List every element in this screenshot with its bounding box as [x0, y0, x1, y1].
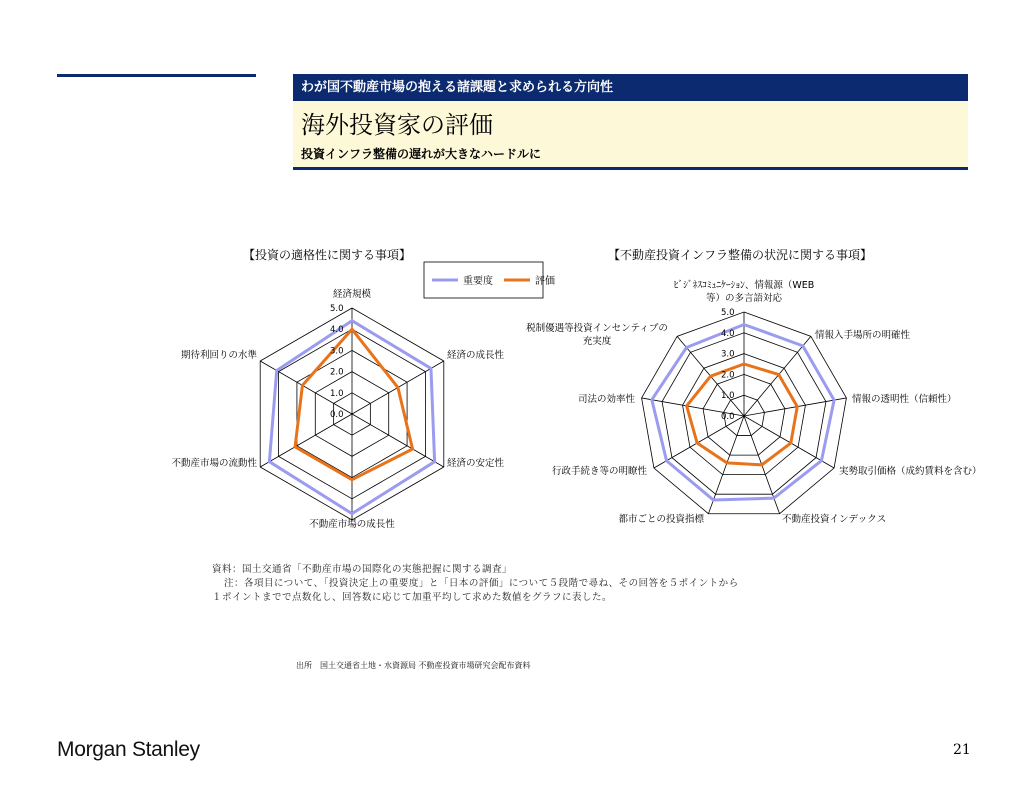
source-citation: 出所 国土交通省土地・水資源局 不動産投資市場研究会配布資料 — [296, 661, 531, 670]
radar-axis-label: 等）の多言語対応 — [705, 293, 783, 304]
radar-axis-label: 都市ごとの投資指標 — [618, 514, 704, 525]
radar-axis-label: 経済の安定性 — [447, 458, 505, 469]
radar-tick-label: 4.0 — [330, 325, 344, 336]
radar-tick-label: 5.0 — [330, 304, 344, 314]
legend-evaluation-label: 評価 — [535, 276, 555, 287]
radar-tick-label: 3.0 — [330, 346, 344, 357]
radar-axis-label: 経済規模 — [332, 289, 372, 300]
page-title: 海外投資家の評価 — [301, 111, 493, 139]
page-subtitle: 投資インフラ整備の遅れが大きなハードルに — [301, 147, 542, 161]
radar-axis-label: 期待利回りの水準 — [180, 350, 257, 361]
radar-axis-label: 不動産市場の成長性 — [309, 519, 395, 530]
chart-notes — [212, 563, 739, 605]
radar-tick-label: 3.0 — [721, 349, 735, 360]
radar-axis-label: 不動産投資インデックス — [782, 514, 887, 525]
radar-spoke — [352, 414, 444, 467]
morgan-stanley-logo: Morgan Stanley — [57, 738, 200, 761]
radar-tick-label: 0.0 — [721, 412, 735, 422]
note-source: 資料：国土交通省「不動産市場の国際化の実態把握に関する調査」 — [212, 564, 513, 575]
radar-tick-label: 2.0 — [721, 370, 735, 381]
series-importance-line — [652, 324, 834, 500]
radar-axis-label: 情報の透明性（信頼性） — [852, 394, 957, 405]
radar-tick-label: 0.0 — [330, 410, 344, 420]
radar-axis-label: 経済の成長性 — [447, 350, 505, 361]
radar-axis-label: 充実度 — [582, 336, 612, 347]
radar-tick-label: 1.0 — [721, 391, 735, 402]
series-evaluation-line — [687, 364, 798, 465]
note-line: １ポイントまでで点数化し、回答数に応じて加重平均して求めた数値をグラフに表した。 — [212, 592, 613, 603]
legend-importance-label: 重要度 — [463, 276, 493, 287]
radar-axis-label: 情報入手場所の明確性 — [815, 330, 911, 341]
radar-tick-label: 5.0 — [721, 308, 735, 318]
radar-tick-label: 4.0 — [721, 328, 735, 339]
radar-tick-label: 1.0 — [330, 388, 344, 399]
note-line: 注：各項目について、「投資決定上の重要度」と「日本の評価」について５段階で尋ね、その回答を５ポイントから — [224, 578, 739, 589]
radar-spoke — [744, 336, 811, 416]
chart-title: 【不動産投資インフラ整備の状況に関する事項】 — [607, 248, 873, 262]
radar-axis-label: 実勢取引価格（成約賃料を含む） — [839, 466, 982, 477]
radar-axis-label: 不動産市場の流動性 — [171, 458, 257, 469]
radar-axis-label: ﾋﾞｼﾞﾈｽｺﾐｭﾆｹｰｼｮﾝ、情報源（WEB — [673, 280, 815, 291]
radar-axis-label: 行政手続き等の明瞭性 — [551, 466, 647, 477]
radar-tick-label: 2.0 — [330, 367, 344, 378]
radar-axis-label: 司法の効率性 — [577, 394, 635, 405]
page-number: 21 — [953, 742, 971, 758]
radar-axis-label: 税制優遇等投資インセンティブの — [526, 323, 668, 334]
chart-title: 【投資の適格性に関する事項】 — [242, 248, 412, 262]
section-band: わが国不動産市場の抱える諸課題と求められる方向性 — [293, 74, 968, 101]
